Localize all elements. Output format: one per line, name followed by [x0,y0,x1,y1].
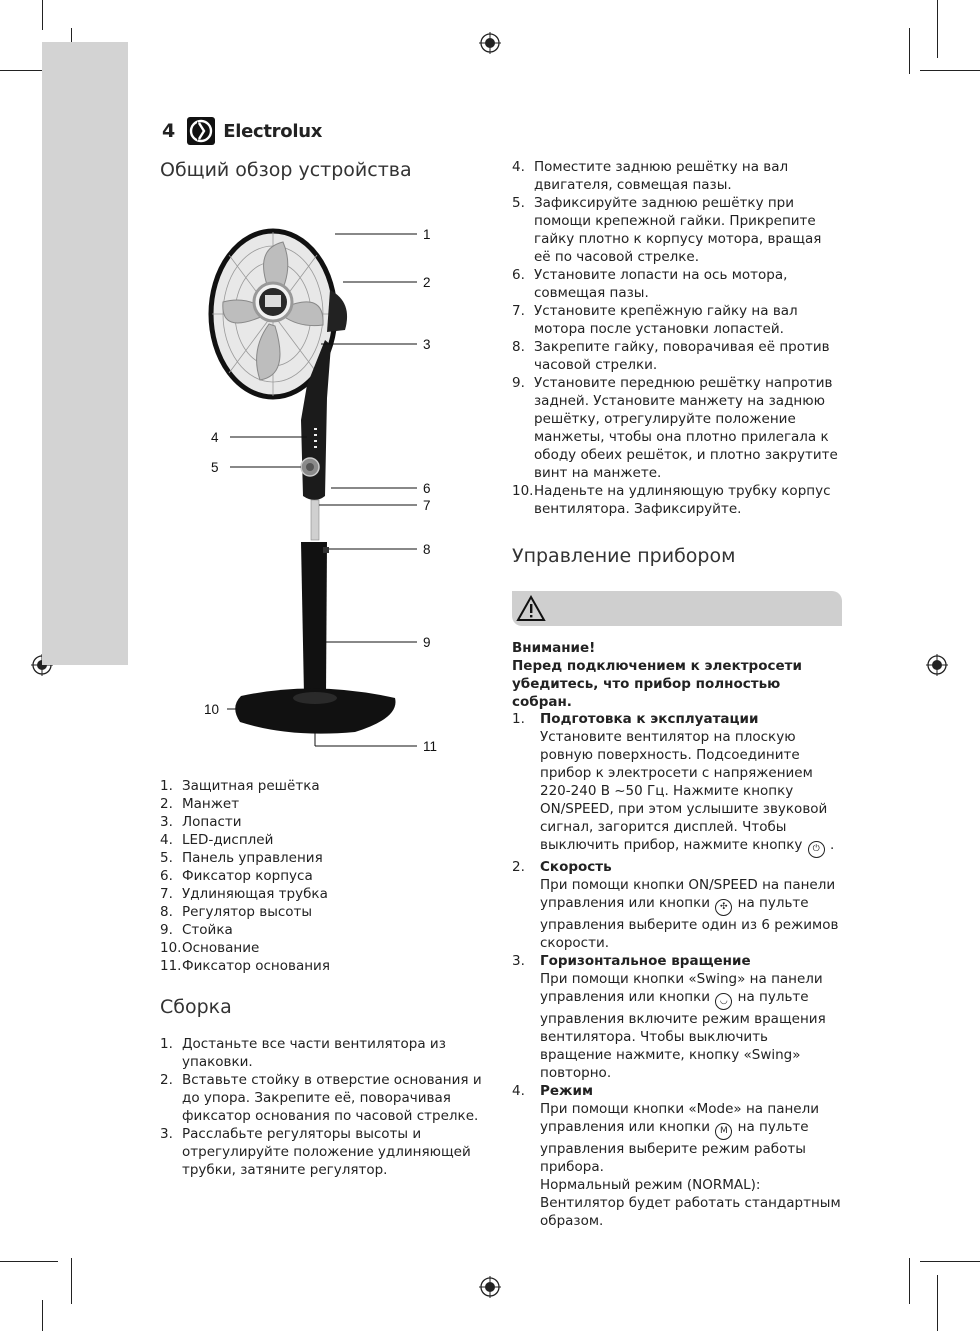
item-number: 2. [160,1072,173,1088]
warning-band [512,591,842,626]
item-text: на пульте управления выберите режим работы прибора. [540,1119,809,1175]
item-text: . [830,837,835,853]
item-number: 1. [512,711,525,727]
figure-number: 5 [211,460,219,475]
item-number: 4. [512,1083,525,1099]
figure-number: 2 [423,275,431,290]
list-item [160,957,460,975]
item-number: 9. [160,922,173,938]
remote-button-icon: ⏻ [808,841,825,858]
page-header [162,117,322,145]
item-text: Установите крепёжную гайку на вал мотора после установки лопастей. [534,303,798,337]
registration-mark-icon [479,32,501,54]
item-number: 8. [512,339,525,355]
assembly-steps-right [512,158,842,518]
list-item [512,374,842,482]
crop-mark [0,1261,58,1262]
item-text: Достаньте все части вентилятора из упаковки. [182,1036,446,1070]
item-text: При помощи кнопки «Mode» на панели управления или кнопки [540,1101,819,1135]
figure-number: 3 [423,337,431,352]
control-item [512,952,842,1082]
list-item [512,302,842,338]
item-number: 5. [512,195,525,211]
list-item [512,338,842,374]
item-text: При помощи кнопки ON/SPEED на панели управления или кнопки [540,877,836,911]
parts-list [160,777,460,975]
crop-mark [937,1275,938,1331]
list-item [160,849,460,867]
list-item [160,777,460,795]
list-item [512,194,842,266]
item-number: 2. [160,796,173,812]
item-text: Вставьте стойку в отверстие основания и до упора. Закрепите её, поворачивая фиксатор основания по часовой стрелке. [182,1072,482,1124]
figure-number: 9 [423,635,431,650]
item-number: 5. [160,850,173,866]
figure-number: 7 [423,498,431,513]
brand-name: Electrolux [223,120,323,142]
item-number: 3. [160,1126,173,1142]
warning-triangle-icon [516,595,546,622]
list-item [160,1125,485,1179]
item-text: Установите вентилятор на плоскую ровную поверхность. Подсоедините прибор к электросети с напряжением 220-240 В ~50 Гц. Нажмите кнопку ON/SPEED, при этом услышите звуковой сигнал, загорится дисплей. Чтобы выключить прибор, нажмите кнопку [540,729,828,853]
registration-mark-icon [926,654,948,676]
list-item [160,867,460,885]
item-body [540,858,842,952]
item-text: на пульте управления включите режим вращения вентилятора. Чтобы выключить вращение нажмите, кнопку «Swing» повторно. [540,989,826,1081]
item-text: Лопасти [182,814,242,830]
item-number: 1. [160,778,173,794]
list-item [512,482,842,518]
list-item [160,1035,485,1071]
crop-mark [920,1261,980,1262]
control-instructions [512,710,842,1230]
extension-tube [311,500,319,540]
item-text: Наденьте на удлиняющую трубку корпус вентилятора. Зафиксируйте. [534,483,831,517]
item-title: Подготовка к эксплуатации [540,711,759,727]
list-item [512,266,842,302]
figure-number: 4 [211,430,219,445]
item-body [540,710,842,858]
crop-mark [937,0,938,58]
item-text: Закрепите гайку, поворачивая её против часовой стрелки. [534,339,830,373]
item-text: Стойка [182,922,233,938]
item-number: 11. [160,958,182,974]
item-text: При помощи кнопки «Swing» на панели управления или кнопки [540,971,823,1005]
item-number: 7. [512,303,525,319]
item-text: Расслабьте регуляторы высоты и отрегулируйте положение удлиняющей трубки, затяните регулятор. [182,1126,471,1178]
warning-text-block [512,639,842,711]
list-item [160,813,460,831]
height-regulator [323,547,329,553]
item-number: 8. [160,904,173,920]
list-item [512,158,842,194]
item-text: Фиксатор корпуса [182,868,313,884]
item-number: 3. [160,814,173,830]
item-number: 6. [160,868,173,884]
crop-mark [909,28,910,74]
control-item [512,858,842,952]
item-number: 2. [512,859,525,875]
item-text: Вентилятор будет работать стандартным образом. [540,1195,841,1229]
item-number: 10. [512,483,534,499]
list-item [160,921,460,939]
crop-mark [42,0,43,30]
item-text: Нормальный режим (NORMAL): [540,1177,761,1193]
item-text: на пульте управления выберите один из 6 режимов скорости. [540,895,839,951]
item-text: Панель управления [182,850,323,866]
item-number: 4. [160,832,173,848]
crop-mark [42,1300,43,1331]
control-title: Управление прибором [512,545,736,567]
figure-number: 11 [423,739,438,754]
item-body [540,1082,842,1230]
fan-motor-housing [327,290,347,332]
item-number: 7. [160,886,173,902]
list-item [160,1071,485,1125]
control-item [512,710,842,858]
control-item [512,1082,842,1230]
fan-diagram [195,210,455,770]
item-number: 3. [512,953,525,969]
item-text: Зафиксируйте заднюю решётку при помощи крепежной гайки. Прикрепите гайку плотно к корпусу мотора, вращая её по часовой стрелке. [534,195,822,265]
list-item [160,939,460,957]
crop-mark [71,1258,72,1304]
figure-number: 1 [423,227,431,242]
list-item [160,885,460,903]
item-number: 6. [512,267,525,283]
remote-button-icon: ✣ [715,899,732,916]
warning-title: Внимание! [512,640,596,656]
side-band [42,42,128,665]
assembly-steps-left [160,1035,485,1179]
item-text: Основание [182,940,260,956]
list-item [160,795,460,813]
list-item [160,903,460,921]
item-text: Удлиняющая трубка [182,886,328,902]
item-number: 1. [160,1036,173,1052]
item-text: Регулятор высоты [182,904,313,920]
item-text: Установите лопасти на ось мотора, совмещая пазы. [534,267,788,301]
item-number: 10. [160,940,182,956]
registration-mark-icon [479,1276,501,1298]
figure-number: 6 [423,481,431,496]
item-title: Режим [540,1083,593,1099]
remote-button-icon: ◡ [715,993,732,1010]
crop-mark [920,70,980,71]
figure-number: 8 [423,542,431,557]
item-title: Горизонтальное вращение [540,953,751,969]
item-text: Фиксатор основания [182,958,330,974]
list-item [160,831,460,849]
item-text: Установите переднюю решётку напротив задней. Установите манжету на заднюю решётку, отрегулируйте положение манжеты, чтобы она плотно прилегала к ободу обеих решёток, и плотно закрутите винт на манжете. [534,375,838,481]
page-number: 4 [162,120,176,142]
item-title: Скорость [540,859,612,875]
warning-message: Перед подключением к электросети убедитесь, что прибор полностью собран. [512,658,802,710]
assembly-title: Сборка [160,996,232,1018]
item-text: Поместите заднюю решётку на вал двигателя, совмещая пазы. [534,159,789,193]
item-number: 9. [512,375,525,391]
fan-stand [301,542,327,695]
electrolux-logo-icon [187,117,215,145]
item-text: LED-дисплей [182,832,274,848]
item-number: 4. [512,159,525,175]
item-body [540,952,842,1082]
crop-mark [909,1258,910,1304]
remote-button-icon: M [715,1123,732,1140]
item-text: Манжет [182,796,240,812]
item-text: Защитная решётка [182,778,320,794]
overview-title: Общий обзор устройства [160,159,412,181]
figure-number: 10 [204,702,220,717]
